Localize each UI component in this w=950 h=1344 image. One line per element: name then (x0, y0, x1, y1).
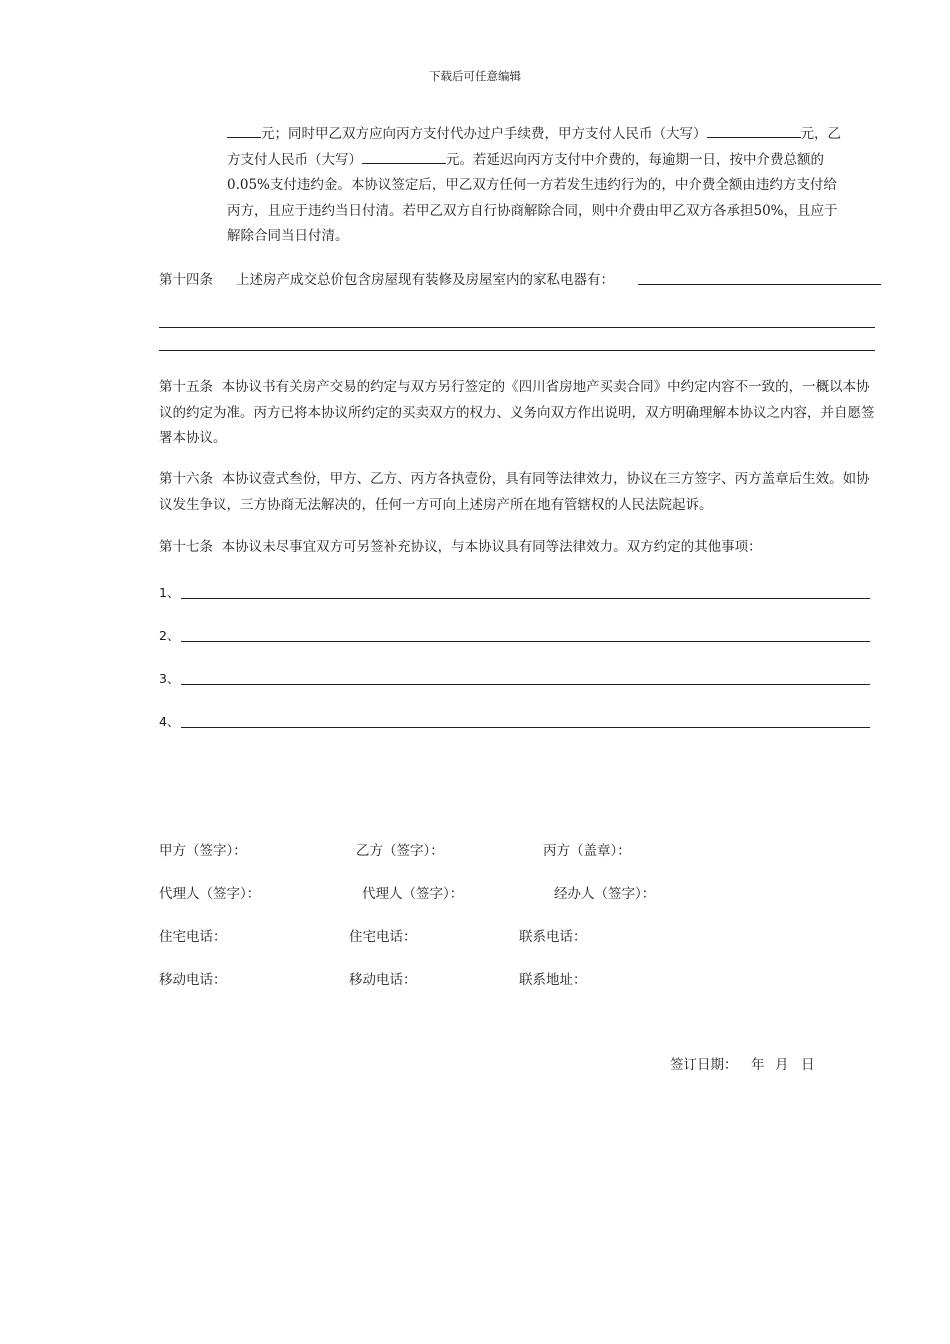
clause-17-label: 第十七条 (159, 539, 213, 555)
handler-signature: 经办人（签字）： (554, 886, 656, 902)
agent-a-signature: 代理人（签字）： (159, 886, 261, 902)
other-item-blank[interactable] (181, 684, 870, 685)
other-item-blank[interactable] (181, 727, 870, 728)
other-item-number: 3、 (159, 671, 180, 686)
clause-13-line-2: 方支付人民币（大写） 元。若延迟向丙方支付中介费的，每逾期一日，按中介费总额的 (227, 148, 879, 174)
clause-16 (159, 467, 879, 518)
home-phone-a: 住宅电话： (159, 929, 227, 945)
other-item-number: 1、 (159, 585, 180, 600)
other-item-number: 4、 (159, 714, 180, 729)
contact-phone: 联系电话： (519, 929, 587, 945)
clause-13-line-4: 丙方，且应于违约当日付清。若甲乙双方自行协商解除合同，则中介费由甲乙双方各承担50%，且应于 (227, 202, 838, 219)
mobile-phone-a: 移动电话： (159, 972, 227, 988)
clause-14-blank-line-3[interactable] (159, 350, 875, 351)
clause-13-line-1: 元；同时甲乙双方应向丙方支付代办过户手续费，甲方支付人民币（大写） 元，乙 (227, 122, 879, 148)
amount-blank[interactable] (227, 123, 261, 138)
clause-15-text: 本协议书有关房产交易的约定与双方另行签定的《四川省房地产买卖合同》中约定内容不一致的，一概以本协议的约定为准。丙方已将本协议所约定的买卖双方的权力、义务向双方作出说明，双方明确理解本协议之内容，并自愿签署本协议。 (159, 379, 875, 446)
sign-date-label: 签订日期： (670, 1057, 738, 1073)
mobile-phone-b: 移动电话： (349, 972, 417, 988)
party-c-seal: 丙方（盖章）： (543, 843, 631, 859)
clause-14-blank-line-2[interactable] (159, 327, 875, 328)
clause-17 (159, 535, 879, 561)
agent-b-signature: 代理人（签字）： (362, 886, 464, 902)
other-item-blank[interactable] (181, 598, 870, 599)
clause-13-continued (227, 122, 879, 250)
other-item-number: 2、 (159, 628, 180, 643)
page-header: 下载后可任意编辑 (429, 69, 521, 83)
contact-address: 联系地址： (519, 972, 587, 988)
party-a-signature: 甲方（签字）： (159, 843, 247, 859)
home-phone-b: 住宅电话： (349, 929, 417, 945)
clause-13-line-5: 解除合同当日付清。 (227, 228, 349, 244)
clause-16-text: 本协议壹式叁份，甲方、乙方、丙方各执壹份，具有同等法律效力，协议在三方签字、丙方盖章后生效。如协议发生争议，三方协商无法解决的，任何一方可向上述房产所在地有管辖权的人民法院起诉。 (159, 471, 870, 513)
clause-14-text: 上述房产成交总价包含房屋现有装修及房屋室内的家私电器有： (236, 272, 614, 288)
clause-13-line-3: 0.05%支付违约金。本协议签定后，甲乙双方任何一方若发生违约行为的，中介费全额由违约方支付给 (227, 177, 837, 193)
sign-date-month: 月 (775, 1057, 789, 1073)
sign-date-day: 日 (801, 1057, 815, 1073)
sign-date-year: 年 (751, 1057, 765, 1073)
party-a-fee-blank[interactable] (707, 123, 801, 138)
party-b-fee-blank[interactable] (362, 149, 446, 164)
clause-16-label: 第十六条 (159, 471, 213, 487)
clause-14-blank[interactable] (638, 284, 881, 285)
other-item-blank[interactable] (181, 641, 870, 642)
party-b-signature: 乙方（签字）： (356, 843, 444, 859)
clause-17-text: 本协议未尽事宜双方可另签补充协议，与本协议具有同等法律效力。双方约定的其他事项： (221, 539, 762, 555)
clause-15 (159, 375, 879, 452)
clause-15-label: 第十五条 (159, 379, 213, 395)
clause-14-label: 第十四条 (159, 272, 213, 288)
